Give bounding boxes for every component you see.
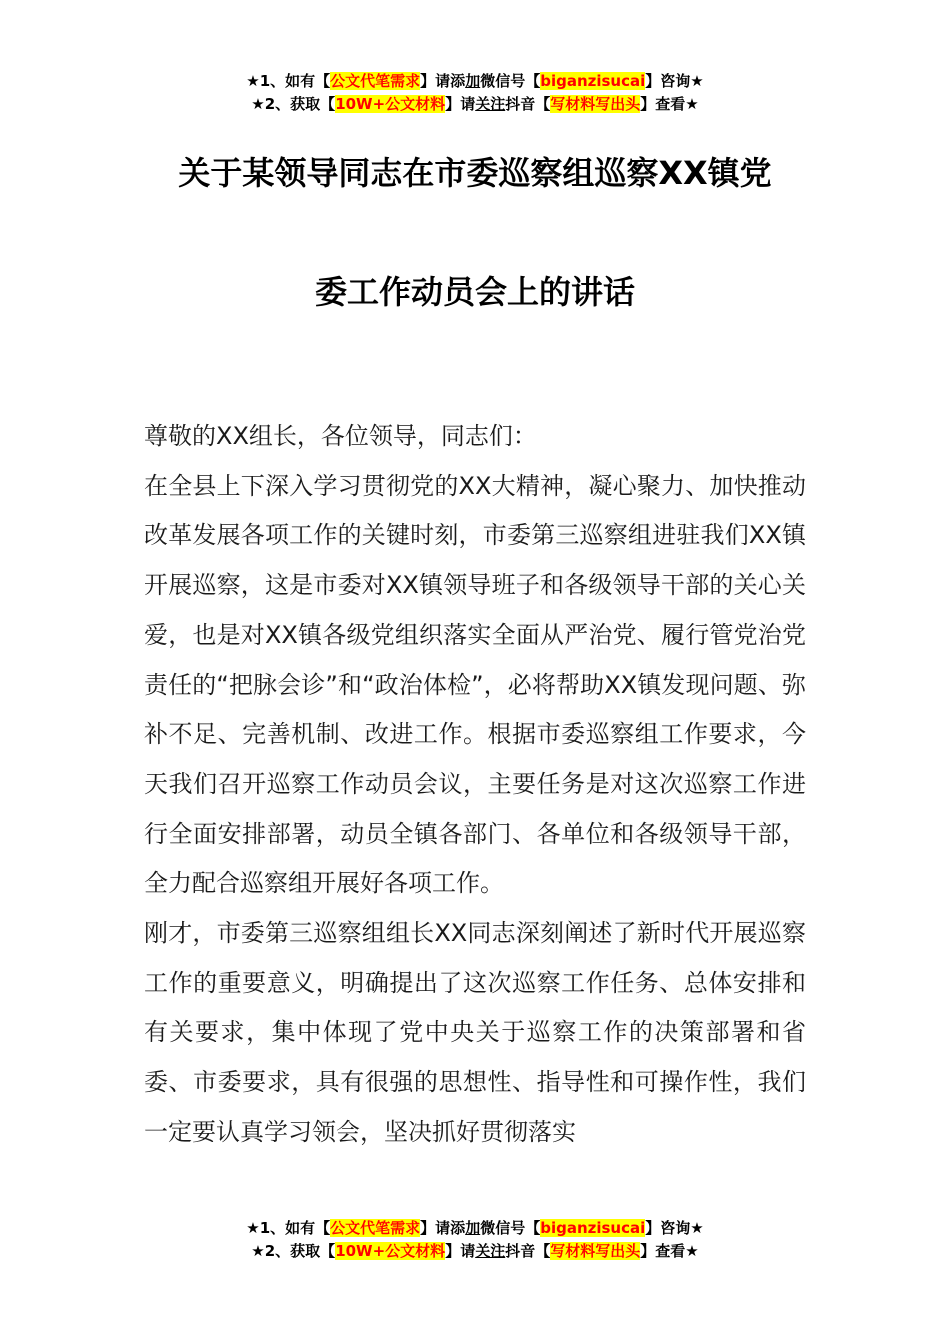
emphasis-text: 加: [465, 1219, 481, 1237]
banner-text: 】请: [445, 1242, 476, 1260]
highlight-wechat-id: biganzisucai: [540, 1219, 646, 1237]
emphasis-text: 关注: [475, 95, 506, 113]
document-body: [144, 412, 806, 1158]
banner-text: 微信号【: [480, 72, 541, 90]
banner-text: 微信号【: [480, 1219, 541, 1237]
banner-text: 】请添: [420, 1219, 466, 1237]
bottom-banner: [0, 1217, 950, 1263]
banner-text: 】请添: [420, 72, 466, 90]
highlight-service: 公文代笔需求: [330, 72, 421, 90]
highlight-douyin-account: 写材料写出头: [550, 95, 641, 113]
banner-text: 】咨询★: [645, 72, 704, 90]
banner-text: ★2、获取【: [251, 1242, 336, 1260]
banner-text: 】咨询★: [645, 1219, 704, 1237]
banner-line-1: [0, 70, 950, 93]
banner-line-2: [0, 93, 950, 116]
top-banner: [0, 70, 950, 116]
banner-text: ★2、获取【: [251, 95, 336, 113]
emphasis-text: 加: [465, 72, 481, 90]
document-title-line-1: 关于某领导同志在市委巡察组巡察XX镇党: [178, 154, 772, 192]
document-title-line-2: 委工作动员会上的讲话: [314, 273, 635, 311]
banner-text: ★1、如有【: [246, 1219, 331, 1237]
banner-text: 抖音【: [505, 1242, 551, 1260]
banner-line-1: [0, 1217, 950, 1240]
salutation: 尊敬的XX组长，各位领导，同志们：: [144, 422, 537, 450]
banner-text: 】查看★: [640, 95, 699, 113]
banner-text: 】查看★: [640, 1242, 699, 1260]
emphasis-text: 关注: [475, 1242, 506, 1260]
highlight-materials: 10W+公文材料: [335, 95, 446, 113]
paragraph: 刚才，市委第三巡察组组长XX同志深刻阐述了新时代开展巡察工作的重要意义，明确提出了这次巡察工作任务、总体安排和有关要求，集中体现了党中央关于巡察工作的决策部署和省委、市委要求，具有很强的思想性、指导性和可操作性，我们一定要认真学习领会，坚决抓好贯彻落实: [144, 919, 806, 1146]
highlight-materials: 10W+公文材料: [335, 1242, 446, 1260]
highlight-wechat-id: biganzisucai: [540, 72, 646, 90]
highlight-douyin-account: 写材料写出头: [550, 1242, 641, 1260]
paragraph: 在全县上下深入学习贯彻党的XX大精神，凝心聚力、加快推动改革发展各项工作的关键时刻，市委第三巡察组进驻我们XX镇开展巡察，这是市委对XX镇领导班子和各级领导干部的关心关爱，也是对XX镇各级党组织落实全面从严治党、履行管党治党责任的“把脉会诊”和“政治体检”，必将帮助XX镇发现问题、弥补不足、完善机制、改进工作。根据市委巡察组工作要求，今天我们召开巡察工作动员会议，主要任务是对这次巡察工作进行全面安排部署，动员全镇各部门、各单位和各级领导干部，全力配合巡察组开展好各项工作。: [144, 471, 806, 898]
banner-line-2: [0, 1240, 950, 1263]
banner-text: ★1、如有【: [246, 72, 331, 90]
highlight-service: 公文代笔需求: [330, 1219, 421, 1237]
banner-text: 抖音【: [505, 95, 551, 113]
banner-text: 】请: [445, 95, 476, 113]
